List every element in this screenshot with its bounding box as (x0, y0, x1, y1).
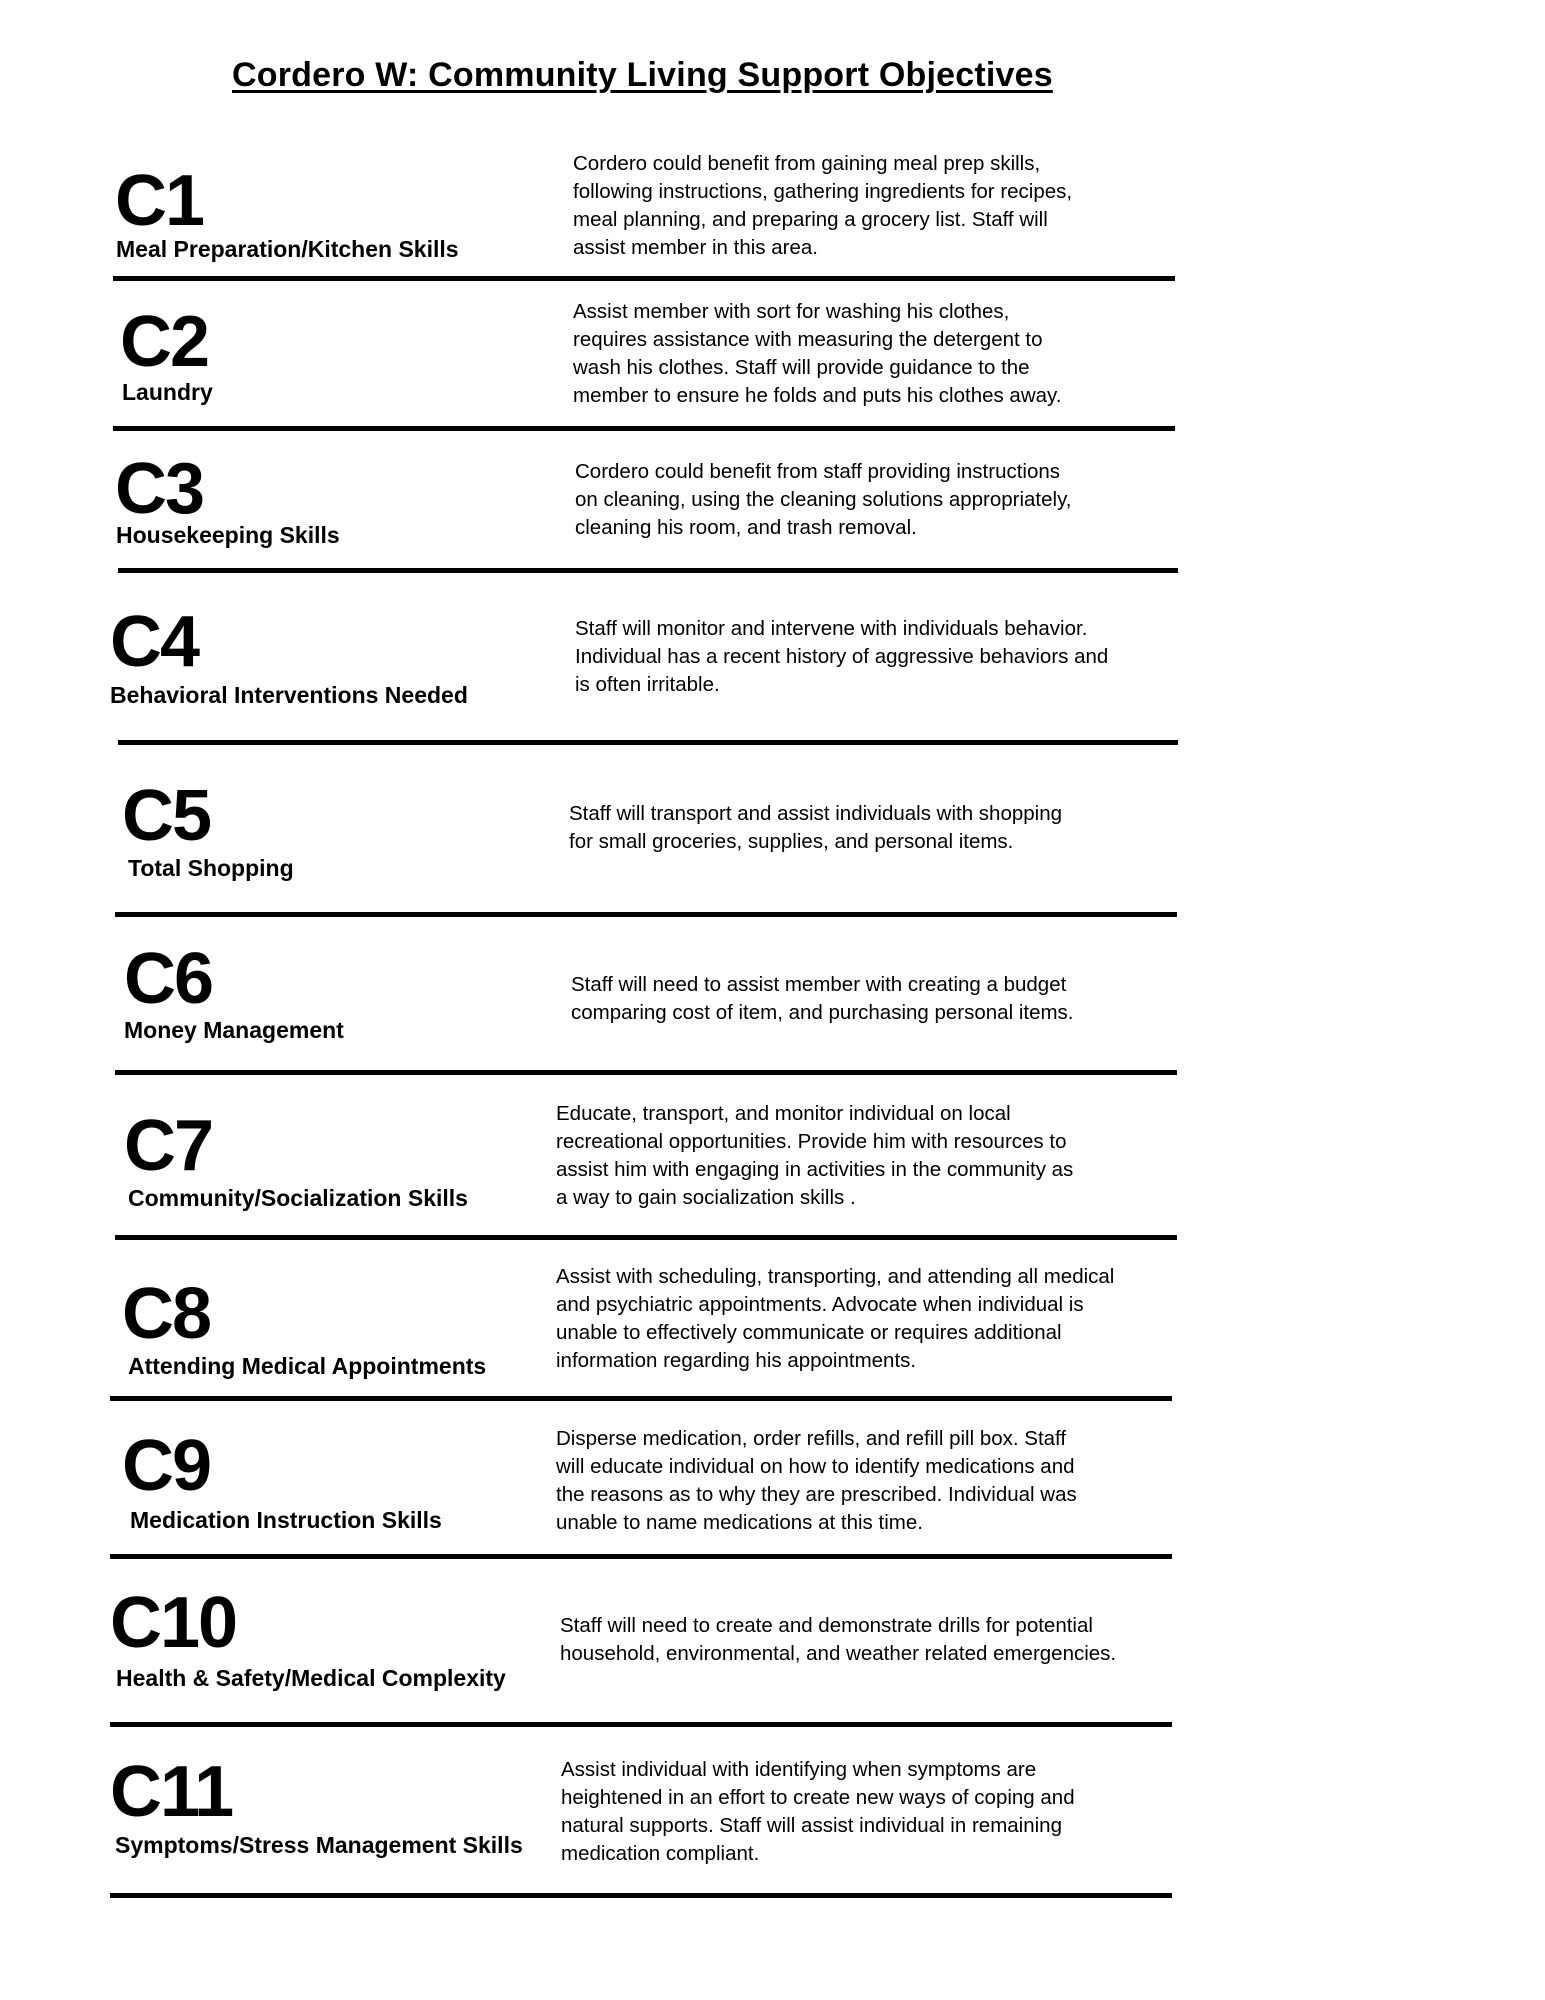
divider (118, 568, 1178, 573)
objective-description: Cordero could benefit from staff providing instructions on cleaning, using the cleaning solutions appropriately, cleaning his room, and trash removal. (575, 460, 1072, 539)
objective-description: Staff will monitor and intervene with individuals behavior. Individual has a recent history of aggressive behaviors and is often irritable. (575, 617, 1109, 696)
objective-name: Meal Preparation/Kitchen Skills (116, 236, 459, 262)
objective-code: C3 (115, 449, 204, 529)
objective-name: Medication Instruction Skills (130, 1507, 442, 1533)
page-title: Cordero W: Community Living Support Objectives (232, 56, 1053, 94)
objective-name: Laundry (122, 379, 213, 405)
objective-description: Educate, transport, and monitor individual on local recreational opportunities. Provide him with resources to assist him with engaging in activities in the community as a way to gain socialization skills . (556, 1102, 1074, 1209)
objective-code: C4 (110, 602, 199, 682)
objective-code: C5 (122, 776, 211, 856)
objective-description: Staff will need to assist member with creating a budget comparing cost of item, and purchasing personal items. (571, 973, 1074, 1024)
divider (115, 912, 1177, 917)
objective-code: C1 (115, 161, 204, 241)
objective-name: Symptoms/Stress Management Skills (115, 1832, 523, 1858)
divider (113, 276, 1175, 281)
divider (110, 1893, 1172, 1898)
objective-name: Community/Socialization Skills (128, 1185, 468, 1211)
objective-description: Staff will need to create and demonstrate drills for potential household, environmental, and weather related emergencies. (560, 1614, 1117, 1665)
objective-code: C8 (122, 1274, 211, 1354)
objective-code: C2 (120, 302, 209, 382)
objective-description: Cordero could benefit from gaining meal prep skills, following instructions, gathering ingredients for recipes, meal planning, and preparing a grocery list. Staff will assist member in this area. (573, 152, 1073, 259)
objective-code: C6 (124, 939, 213, 1019)
divider (110, 1554, 1172, 1559)
objective-name: Behavioral Interventions Needed (110, 682, 468, 708)
objective-code: C11 (110, 1752, 233, 1832)
objective-name: Total Shopping (128, 855, 294, 881)
objective-name: Health & Safety/Medical Complexity (116, 1665, 506, 1691)
objective-code: C9 (122, 1426, 211, 1506)
divider (110, 1722, 1172, 1727)
objective-description: Disperse medication, order refills, and refill pill box. Staff will educate individual on how to identify medications and the reasons as to why they are prescribed. Individual was unable to name medications at this time. (556, 1427, 1077, 1534)
divider (115, 1235, 1177, 1240)
objective-description: Assist with scheduling, transporting, and attending all medical and psychiatric appointments. Advocate when individual is unable to effectively communicate or requires additional information regarding his appointments. (556, 1265, 1115, 1372)
divider (110, 1396, 1172, 1401)
objective-code: C10 (110, 1583, 237, 1663)
divider (115, 1070, 1177, 1075)
objective-description: Assist member with sort for washing his clothes, requires assistance with measuring the detergent to wash his clothes. Staff will provide guidance to the member to ensure he folds and puts his clothes away. (573, 300, 1062, 407)
divider (118, 740, 1178, 745)
objective-name: Attending Medical Appointments (128, 1353, 487, 1379)
divider (113, 426, 1175, 431)
objective-description: Staff will transport and assist individuals with shopping for small groceries, supplies, and personal items. (569, 802, 1063, 853)
objective-name: Housekeeping Skills (116, 522, 340, 548)
objective-description: Assist individual with identifying when symptoms are heightened in an effort to create new ways of coping and natural supports. Staff will assist individual in remaining medication compliant. (561, 1758, 1075, 1865)
objective-code: C7 (124, 1106, 213, 1186)
objective-name: Money Management (124, 1017, 344, 1043)
